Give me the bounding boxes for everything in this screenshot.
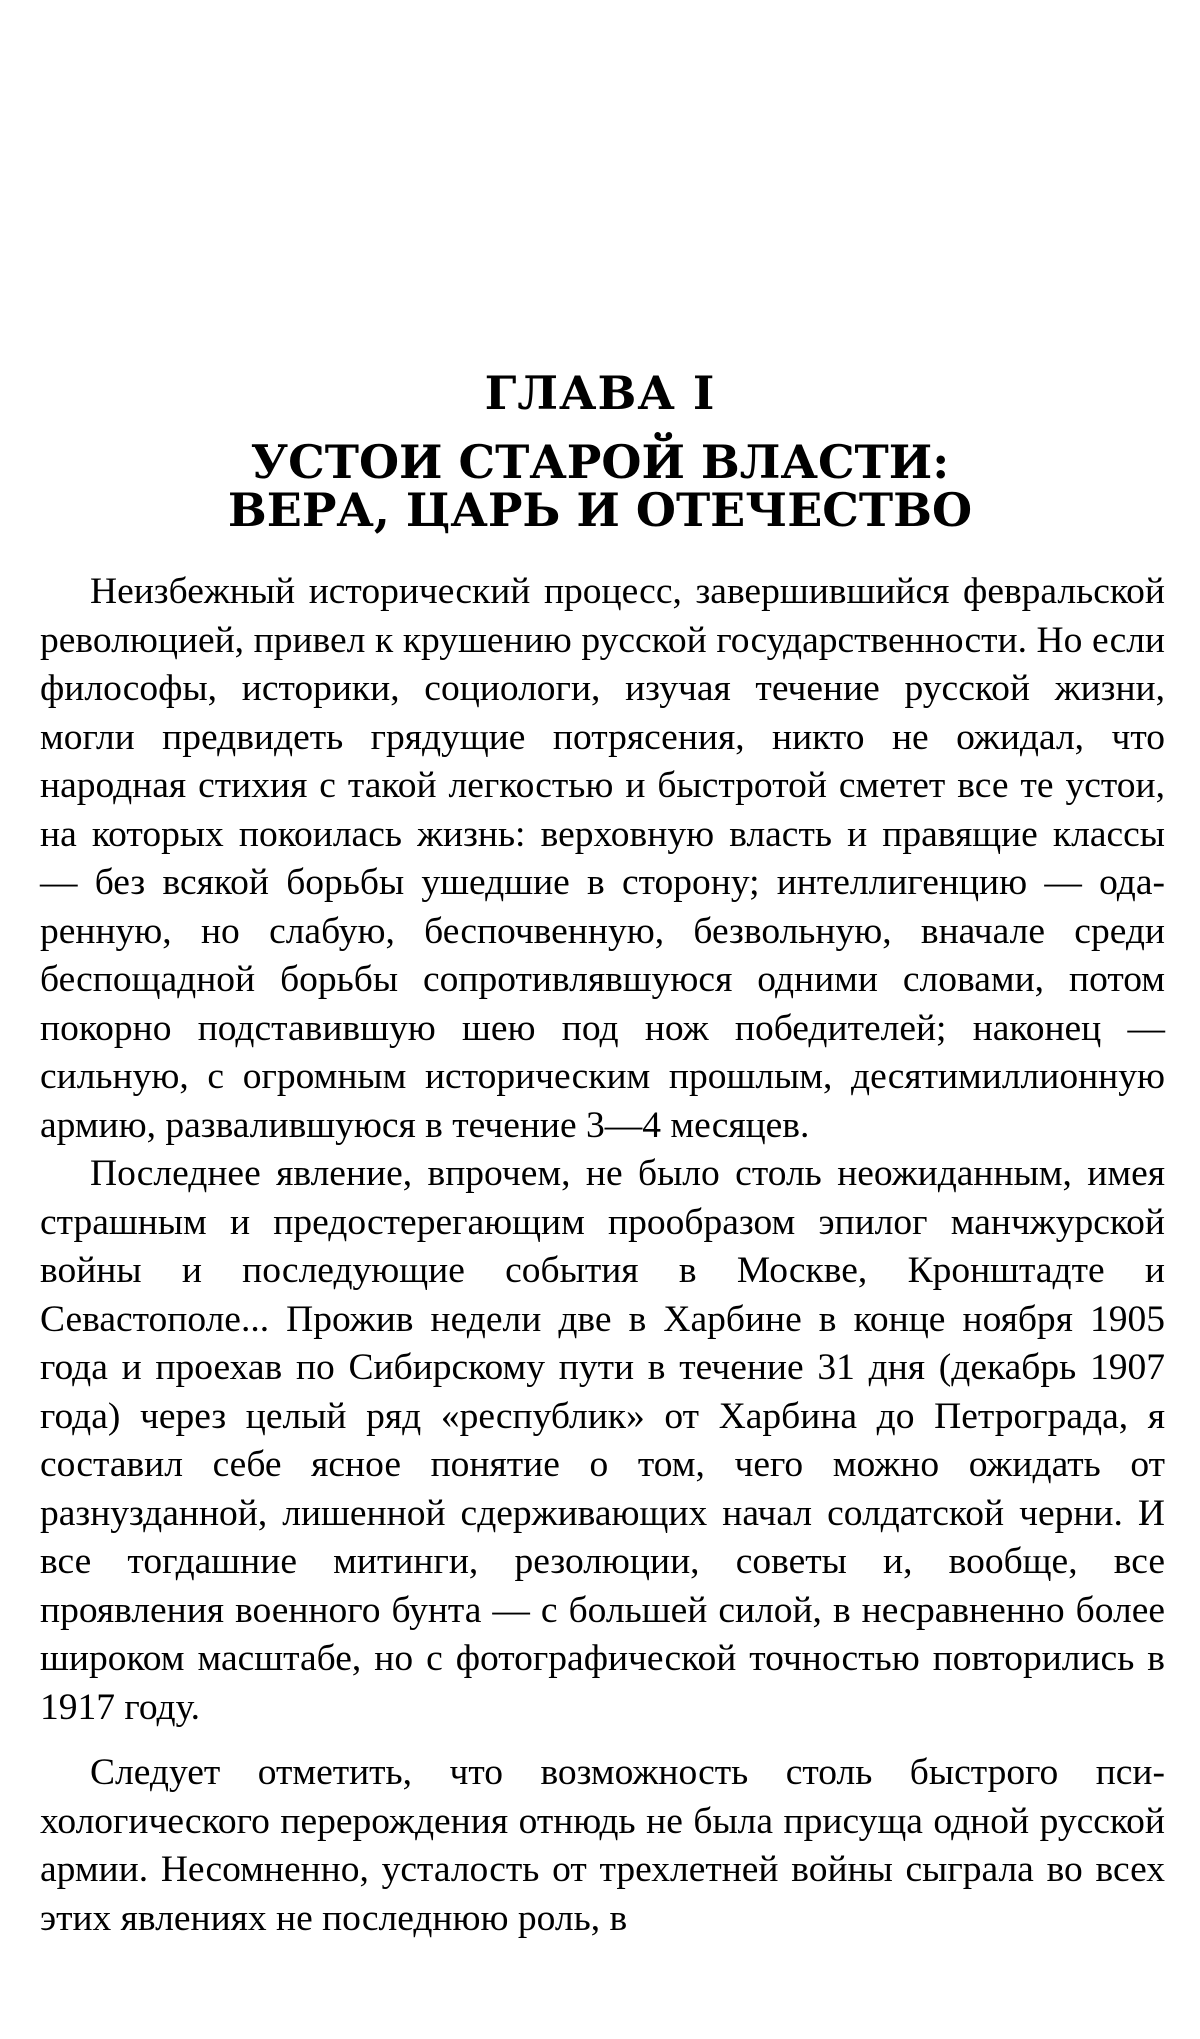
paragraph-3: Следует отметить, что возможность столь быстрого психологического перерождения отнюдь не была присуща одной русской армии. Несомненно, усталость от трехлетней войны сыграла во всех этих явлениях не последнюю роль, в — [40, 1752, 1165, 1939]
chapter-number: ГЛАВА I — [484, 366, 716, 420]
paragraph-2: Последнее явление, впрочем, не было столь неожиданным, имея страшным и предостерегающим прообразом эпилог манчжурской войны и последующие события в Москве, Кронштадте и Севастополе... Прожив недели две в Харбине в конце ноября 1905 года и проехав по Сибирскому пути в течение 31 дня (декабрь 1907 года) через целый ряд «республик» от Харбина до Петрограда, я составил себе ясное понятие о том, чего можно ожидать от разнузданной, лишенной сдерживающих начал солдатской черни. И все тогдашние митинги, резолюции, советы и, вообще, все проявления военного бунта — с большей силой, в несравненно более широком масштабе, но с фотографической точностью повторились в 1917 году. — [40, 1153, 1165, 1728]
chapter-title-line-2: ВЕРА, ЦАРЬ И ОТЕЧЕСТВО — [227, 483, 973, 537]
body-text — [40, 568, 1165, 1943]
paragraph-1: Неизбежный исторический процесс, завершившийся февральской революцией, привел к крушению русской государственности. Но если философы, историки, социологи, изучая течение русской жизни, могли предвидеть грядущие потрясения, никто не ожидал, что народная стихия с такой легкостью и быстротой сметет все те устои, на которых покоилась жизнь: верховную власть и правящие классы — без всякой борьбы ушедшие в сторону; интеллигенцию — одаренную, но слабую, беспочвенную, безвольную, вначале среди беспощадной борьбы сопротивлявшуюся одними словами, потом покорно подставившую шею под нож победителей; наконец — сильную, с огромным историческим прошлым, десятимиллионную армию, развалившуюся в течение 3—4 месяцев. — [40, 571, 1165, 1146]
chapter-title-line-1: УСТОИ СТАРОЙ ВЛАСТИ: — [250, 435, 950, 489]
